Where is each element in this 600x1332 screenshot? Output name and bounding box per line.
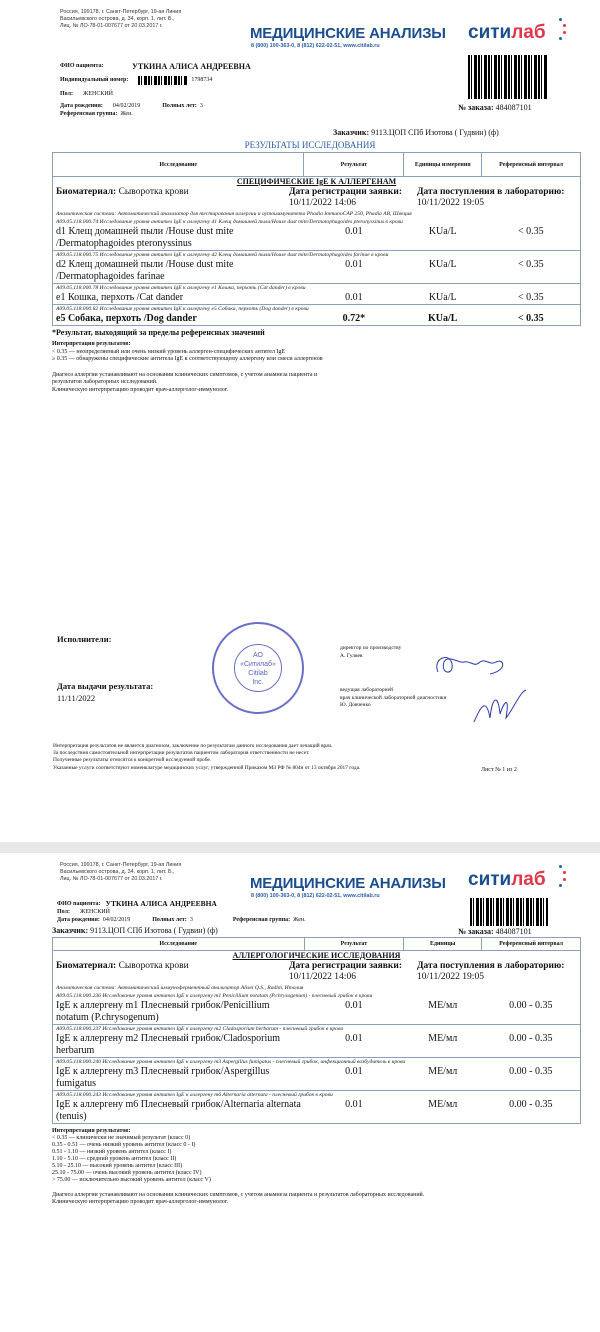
- table-row: [53, 1066, 581, 1091]
- results-table-1: [52, 152, 581, 326]
- test-note: A09.05.118.000.75 Исследование уровня антител IgE к аллергену d2 Клещ домашней пыли/House dust mite/Dermatophagoides farinae в крови: [53, 251, 581, 260]
- biomaterial: Сыворотка крови: [118, 187, 189, 197]
- interp-title: Интерпретация результатов:: [52, 341, 131, 347]
- address-line: Васильевского острова, д. 34, корп. 1, лит. Б.,: [60, 16, 175, 22]
- sex-label: Пол:: [60, 90, 73, 97]
- order-barcode: [468, 55, 548, 99]
- patient-id: 1798734: [191, 77, 213, 83]
- lab-phones: 8 (800) 100-363-0, 8 (812) 622-02-51, www.citilab.ru: [251, 893, 380, 899]
- interp-line: < 0.35 — неопределяемый или очень низкий уровень аллерген-специфических антител IgE: [52, 348, 286, 355]
- test-note: A09.05.118.000.243 Исследование уровня антител IgE к аллергену m6 Alternaria alternata - плесневый грибок в крови: [53, 1091, 581, 1100]
- table-row-abnormal: [53, 313, 581, 326]
- test-ref: 0.00 - 0.35: [509, 1099, 553, 1110]
- table-row: [53, 1033, 581, 1058]
- address-line: Россия, 199178, г. Санкт-Петербург, 19-ая Линия: [60, 9, 182, 15]
- order-number: № заказа: 484087101: [458, 927, 532, 936]
- order-barcode: [470, 898, 548, 926]
- test-result: 0.72*: [342, 313, 366, 324]
- issue-date-label: Дата выдачи результата:: [57, 681, 154, 691]
- test-ref: < 0.35: [518, 226, 544, 237]
- citilab-logo: ситилаб: [468, 869, 546, 891]
- results-section-2: [52, 937, 581, 1206]
- patient-age: 3: [199, 102, 203, 109]
- biomaterial: Сыворотка крови: [118, 961, 189, 971]
- brand-title: МЕДИЦИНСКИЕ АНАЛИЗЫ: [250, 25, 446, 42]
- test-unit: KUa/L: [428, 226, 457, 237]
- test-result: 0.01: [345, 292, 363, 303]
- lab-phones: 8 (800) 100-363-0, 8 (812) 622-02-51, www.citilab.ru: [251, 43, 380, 49]
- signer-1: директор по производству А. Гуляев: [340, 645, 402, 659]
- test-result: 0.01: [345, 1033, 363, 1044]
- test-unit: МЕ/мл: [428, 1066, 458, 1077]
- interpretation: [52, 341, 581, 394]
- test-name: e1 Кошка, перхоть /Cat dander: [56, 292, 184, 303]
- lab-date: 10/11/2022 19:05: [417, 198, 484, 208]
- col-header: Единицы измерения: [404, 153, 482, 177]
- test-result: 0.01: [345, 1000, 363, 1011]
- test-unit: KUa/L: [428, 259, 457, 270]
- test-unit: МЕ/мл: [428, 1099, 458, 1110]
- diag-line: результатов лабораторных исследований.: [52, 379, 158, 385]
- test-name: d1 Клещ домашней пыли /House dust mite /Dermatophagoides pteronyssinus: [56, 226, 234, 249]
- results-table-2: [52, 937, 581, 1124]
- logo-dots-icon: [556, 18, 566, 44]
- test-unit: KUa/L: [427, 313, 458, 324]
- performers-label: Исполнители:: [57, 634, 112, 644]
- test-name: IgE к аллергену m1 Плесневый грибок/Penicillium notatum (P.chrysogenum): [56, 1000, 270, 1023]
- test-note: A09.05.118.000.236 Исследование уровня антител IgE к аллергену m1 Penicillium notatum (P.chrysogenum) - плесневый грибок в крови: [56, 993, 373, 999]
- test-name: IgE к аллергену m2 Плесневый грибок/Cladosporium herbarum: [56, 1033, 281, 1056]
- logo-dots-icon: [556, 865, 566, 891]
- test-note: A09.05.118.000.74 Исследование уровня антител IgE к аллергену d1 Клещ домашней пыли/House dust mite/Dermatophagoides pteronyssinus в крови: [56, 219, 403, 225]
- test-result: 0.01: [345, 1066, 363, 1077]
- table-row: [53, 226, 581, 251]
- col-header: Исследование: [53, 153, 304, 177]
- test-result: 0.01: [345, 1099, 363, 1110]
- interpretation: Интерпретация результатов: < 0.35 — клинически не значимый результат (класс 0) 0.35 - 0.51 — очень низкий уровень антител (класс 0 - I) 0.51 - 1.10 — низкий уровень антител (класс I) 1.10 - 5.10 — средний уровень антител (класс II) 5.10 - 25.10 — высокий уровень антител (класс III) 25.10 - 75.00 — очень высокий уровень антител (класс IV) > 75.00 — исключительно высокий уровень антител (класс V) Диагноз аллергии устанавливают на основании клинических симптомов, с учетом анамнеза пациента и результатов лабораторных исследований. Клиническую интерпретацию проводит врач-аллерголог-иммунолог.: [52, 1128, 425, 1205]
- test-note: A09.05.118.000.78 Исследование уровня антител IgE к аллергену e1 Кошка, перхоть (Cat dander) в крови: [53, 284, 581, 293]
- brand-title: МЕДИЦИНСКИЕ АНАЛИЗЫ: [250, 875, 446, 892]
- test-unit: KUa/L: [428, 292, 457, 303]
- dob-label: Дата рождения:: [60, 102, 103, 109]
- test-note: A09.05.118.000.82 Исследование уровня антител IgE к аллергену e5 Собака, перхоть (Dog dander) в крови: [53, 305, 581, 314]
- section-title: АЛЛЕРГОЛОГИЧЕСКИЕ ИССЛЕДОВАНИЯ: [232, 951, 401, 960]
- patient-dob: 04/02/2019: [112, 102, 141, 109]
- test-note: A09.05.118.000.240 Исследование уровня антител IgE к аллергену m3 Aspergillus fumigatus - плесневый грибок, инфекционный возбудитель в крови: [53, 1058, 581, 1067]
- patient-info: [60, 59, 360, 117]
- footnote: *Результат, выходящий за пределы референсных значений: [52, 328, 265, 337]
- customer: Заказчик: 9113.ЦОП СПб Изотова ( Гудвин) (ф): [333, 128, 499, 137]
- signature-2: [470, 688, 530, 728]
- id-label: Индивидуальный номер:: [60, 77, 129, 83]
- results-section-1: [52, 152, 581, 394]
- reg-label: Дата регистрации заявки:: [289, 187, 403, 197]
- patient-info: ФИО пациента: УТКИНА АЛИСА АНДРЕЕВНА Пол: ЖЕНСКИЙ Дата рождения: 04/02/2019 Полных лет: 3 Референсная группа: Жен.: [57, 899, 306, 923]
- sheet-number: Лист № 1 из 2: [481, 767, 517, 773]
- signer-2: ведущая лабораторией врач клинической лабораторной диагностики Ю. Довченко: [340, 687, 447, 708]
- age-label: Полных лет:: [162, 102, 197, 109]
- test-ref: 0.00 - 0.35: [509, 1000, 553, 1011]
- reg-date: 10/11/2022 14:06: [289, 198, 356, 208]
- analysis-system: Аналитическая система: Автоматический иммуноферментный анализатор Alisei Q.S., Radim, Италия: [56, 985, 304, 991]
- citilab-logo: ситилаб: [468, 22, 546, 44]
- test-result: 0.01: [345, 259, 363, 270]
- test-ref: 0.00 - 0.35: [509, 1033, 553, 1044]
- col-header: Результат: [304, 938, 404, 951]
- ref-group: Жен.: [120, 111, 133, 117]
- table-row: [53, 292, 581, 305]
- table-row: [53, 1000, 581, 1025]
- test-name: d2 Клещ домашней пыли /House dust mite /Dermatophagoides farinae: [56, 259, 234, 282]
- interp-line: ≥ 0.35 — обнаружены специфические антитела IgE к соответствующему аллергену или смеси аллергенов: [52, 356, 323, 362]
- biomaterial-row: [56, 186, 577, 210]
- name-label: ФИО пациента:: [60, 63, 104, 69]
- patient-sex: ЖЕНСКИЙ: [82, 90, 113, 97]
- test-name: IgE к аллергену m6 Плесневый грибок/Alternaria alternata (tenuis): [56, 1099, 301, 1122]
- lab-address: [60, 9, 181, 30]
- test-unit: МЕ/мл: [428, 1033, 458, 1044]
- table-row: [53, 1099, 581, 1124]
- test-ref: < 0.35: [517, 313, 544, 324]
- company-stamp: АО «Ситилаб» Citilab Inc.: [212, 622, 304, 714]
- lab-date: 10/11/2022 19:05: [417, 972, 484, 982]
- test-ref: < 0.35: [518, 259, 544, 270]
- test-unit: МЕ/мл: [428, 1000, 458, 1011]
- customer: Заказчик: 9113.ЦОП СПб Изотова ( Гудвин) (ф): [52, 926, 218, 935]
- test-note: A09.05.118.000.237 Исследование уровня антител IgE к аллергену m2 Cladosporium herbarum - плесневый грибок в крови: [53, 1025, 581, 1034]
- address-line: Лиц. № ЛО-78-01-007677 от 20.03.2017 г.: [60, 23, 163, 29]
- test-result: 0.01: [345, 226, 363, 237]
- test-ref: < 0.35: [518, 292, 544, 303]
- signature-1: [430, 650, 510, 680]
- col-header: Единицы: [404, 938, 482, 951]
- test-name: e5 Собака, перхоть /Dog dander: [56, 313, 197, 324]
- col-header: Результат: [304, 153, 404, 177]
- results-title: РЕЗУЛЬТАТЫ ИССЛЕДОВАНИЯ: [244, 140, 376, 150]
- section-title: СПЕЦИФИЧЕСКИЕ IgE К АЛЛЕРГЕНАМ: [236, 177, 397, 186]
- legal-footer: Интерпретация результатов не является диагнозом, заключение по результатам данного исследования дает лечащий врач. За последствия самостоятельной интерпретации результатов пациентом лаборатория ответственности не несет. Полученные результаты относятся к конкретной исследуемой пробе. Указанные услуги соответствуют номенклатуре медицинских услуг, утвержденной Приказом МЗ РФ № 804н от 13 октября 2017 года.: [53, 743, 361, 771]
- patient-name: УТКИНА АЛИСА АНДРЕЕВНА: [132, 61, 251, 71]
- report-page-2: [0, 853, 600, 1332]
- lab-address: Россия, 199178, г. Санкт-Петербург, 19-ая Линия Васильевского острова, д. 34, корп. 1, лит. Б., Лиц. № ЛО-78-01-007677 от 20.03.2017 г.: [60, 862, 182, 882]
- test-ref: 0.00 - 0.35: [509, 1066, 553, 1077]
- diag-line: Клиническую интерпретацию проводит врач-аллерголог-иммунолог.: [52, 386, 229, 393]
- reg-date: 10/11/2022 14:06: [289, 972, 356, 982]
- analysis-system: Аналитическая система: Автоматический анализатор для тестирования аллергии и аутоиммунитета Phadia ImmunoCAP 250, Phadia AB, Швеция: [56, 211, 412, 217]
- bio-label: Биоматериал:: [56, 187, 117, 197]
- id-barcode: [138, 76, 188, 85]
- col-header: Исследование: [53, 938, 305, 951]
- ref-group-label: Референсная группа:: [60, 111, 118, 117]
- diag-line: Диагноз аллергии устанавливают на основании клинических симптомов, с учетом анамнеза пациента и: [52, 371, 318, 378]
- col-header: Референсный интервал: [482, 153, 581, 177]
- biomaterial-row: Биоматериал: Сыворотка крови Дата регистрации заявки: 10/11/2022 14:06 Дата поступления в лабораторию: 10/11/2022 19:05: [56, 961, 565, 982]
- table-row: [53, 259, 581, 284]
- order-number: № заказа: 484087101: [458, 103, 532, 112]
- patient-name: УТКИНА АЛИСА АНДРЕЕВНА: [105, 899, 217, 908]
- issue-date: 11/11/2022: [57, 693, 96, 703]
- test-name: IgE к аллергену m3 Плесневый грибок/Aspergillus fumigatus: [56, 1066, 270, 1089]
- col-header: Референсный интервал: [482, 938, 581, 951]
- lab-label: Дата поступления в лабораторию:: [417, 187, 565, 197]
